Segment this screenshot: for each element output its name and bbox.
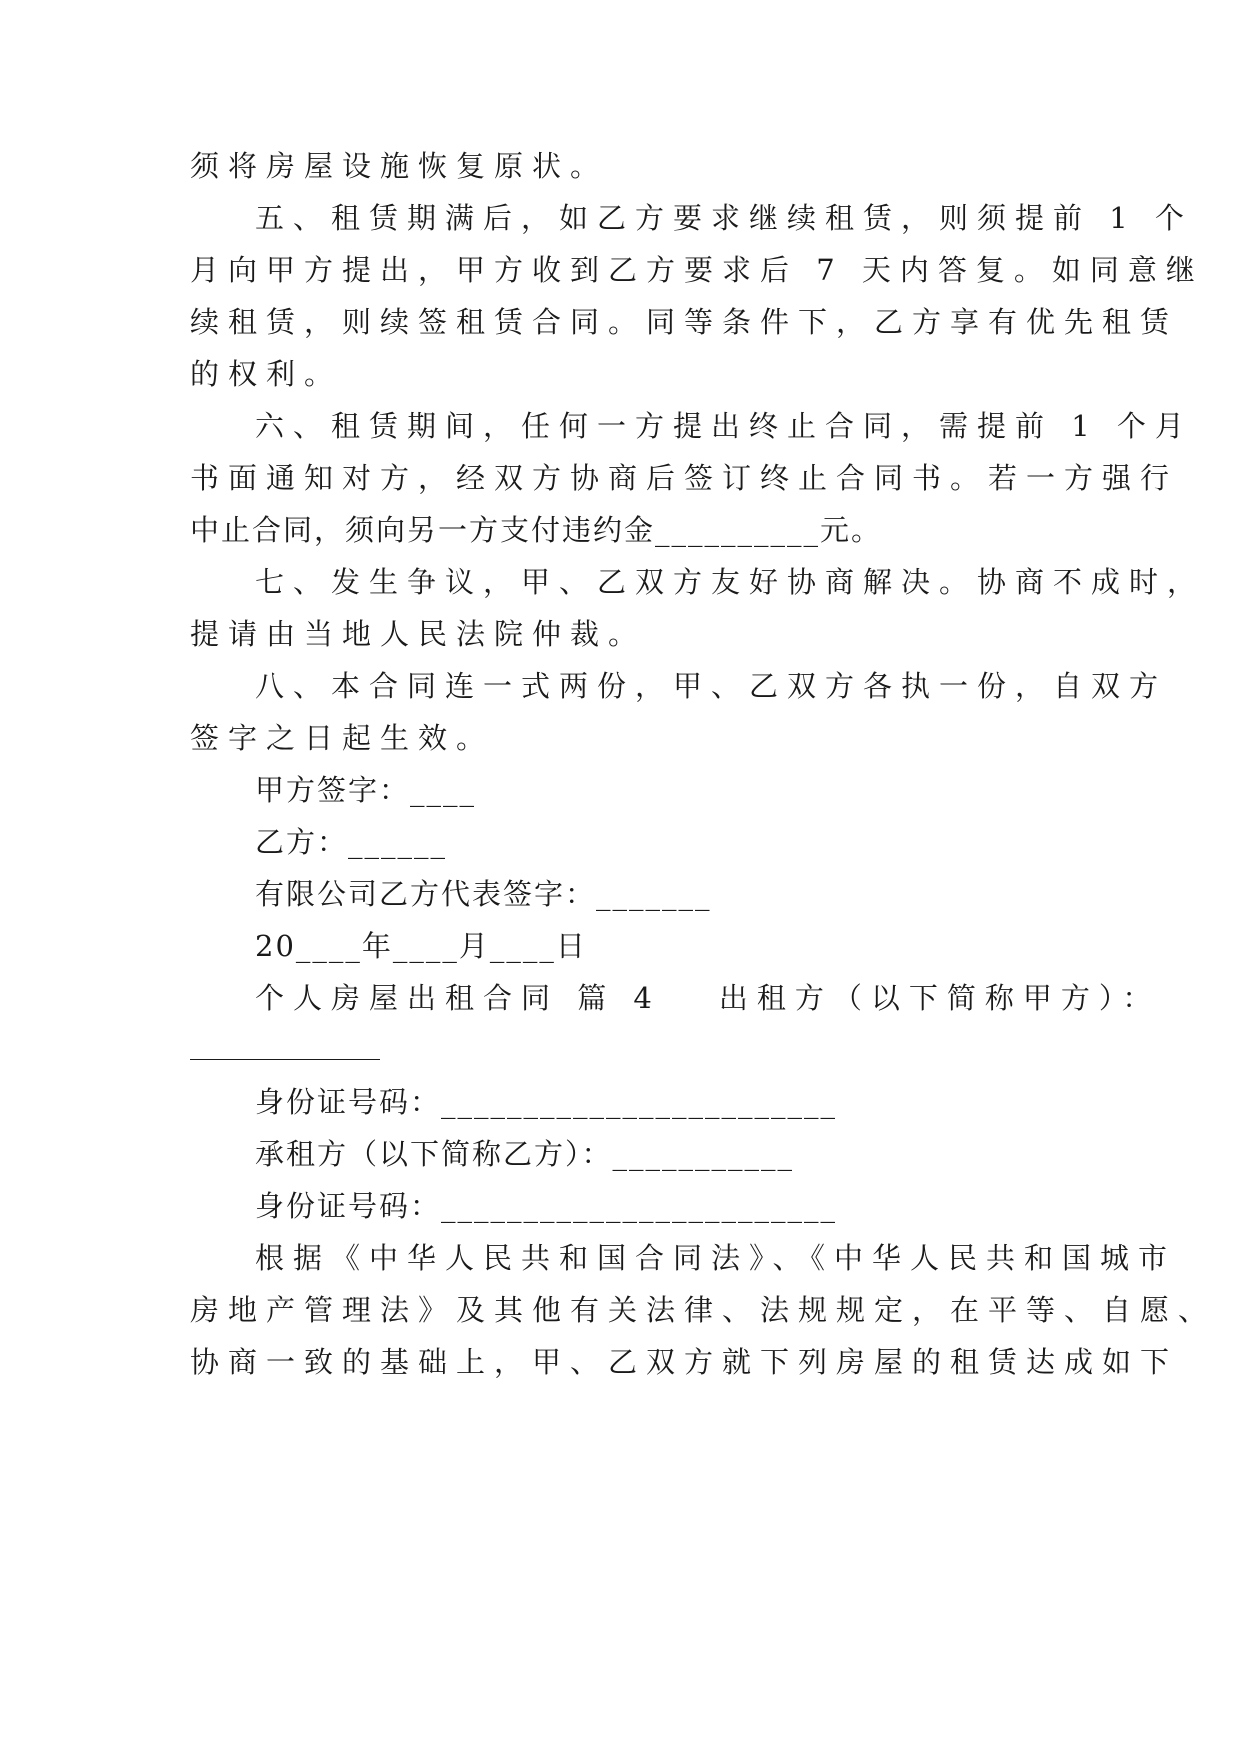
section-heading-line: [255, 978, 1161, 1018]
clause-5-line: 五、租赁期满后，如乙方要求继续租赁，则须提前 1 个: [255, 201, 1193, 235]
clause-6-line: 六、租赁期间，任何一方提出终止合同，需提前 1 个月: [255, 409, 1193, 443]
text-line: 书面通知对方，经双方协商后签订终止合同书。若一方强行: [190, 461, 1179, 495]
party-b-field: 乙方：______: [255, 825, 448, 859]
date-line: 20____年____月____日: [255, 929, 587, 963]
preamble-line: 根据《中华人民共和国合同法》、《中华人民共和国城市: [255, 1241, 1177, 1275]
text-line: 续租赁，则续签租赁合同。同等条件下，乙方享有优先租赁: [190, 305, 1179, 339]
text-line: 协商一致的基础上，甲、乙双方就下列房屋的租赁达成如下: [190, 1345, 1179, 1379]
lessor-id-field: 身份证号码：________________________: [255, 1085, 838, 1119]
lessor-blank-line: [190, 1030, 1050, 1070]
text-line: 签字之日起生效。: [190, 721, 495, 755]
text-line: 提请由当地人民法院仲裁。: [190, 617, 647, 651]
party-a-signature: 甲方签字：____: [255, 773, 477, 807]
text-line: 房地产管理法》及其他有关法律、法规规定，在平等、自愿、: [190, 1293, 1217, 1327]
lessor-label: 出租方（以下简称甲方）：: [718, 981, 1161, 1015]
lessee-id-field: 身份证号码：________________________: [255, 1189, 838, 1223]
clause-7-line: 七、发生争议，甲、乙双方友好协商解决。协商不成时，: [255, 565, 1206, 599]
blank-underline: [190, 1045, 380, 1060]
party-b-rep-signature: 有限公司乙方代表签字：_______: [255, 877, 712, 911]
text-line: 的权利。: [190, 357, 343, 391]
clause-8-line: 八、本合同连一式两份，甲、乙双方各执一份，自双方: [255, 669, 1168, 703]
text-line: 须将房屋设施恢复原状。: [190, 149, 609, 183]
text-line: 月向甲方提出，甲方收到乙方要求后 7 天内答复。如同意继: [190, 253, 1204, 287]
lessee-field: 承租方（以下简称乙方）：___________: [255, 1137, 795, 1171]
section-heading: 个人房屋出租合同 篇 4: [255, 981, 661, 1015]
penalty-line: 中止合同，须向另一方支付违约金__________元。: [190, 513, 883, 547]
